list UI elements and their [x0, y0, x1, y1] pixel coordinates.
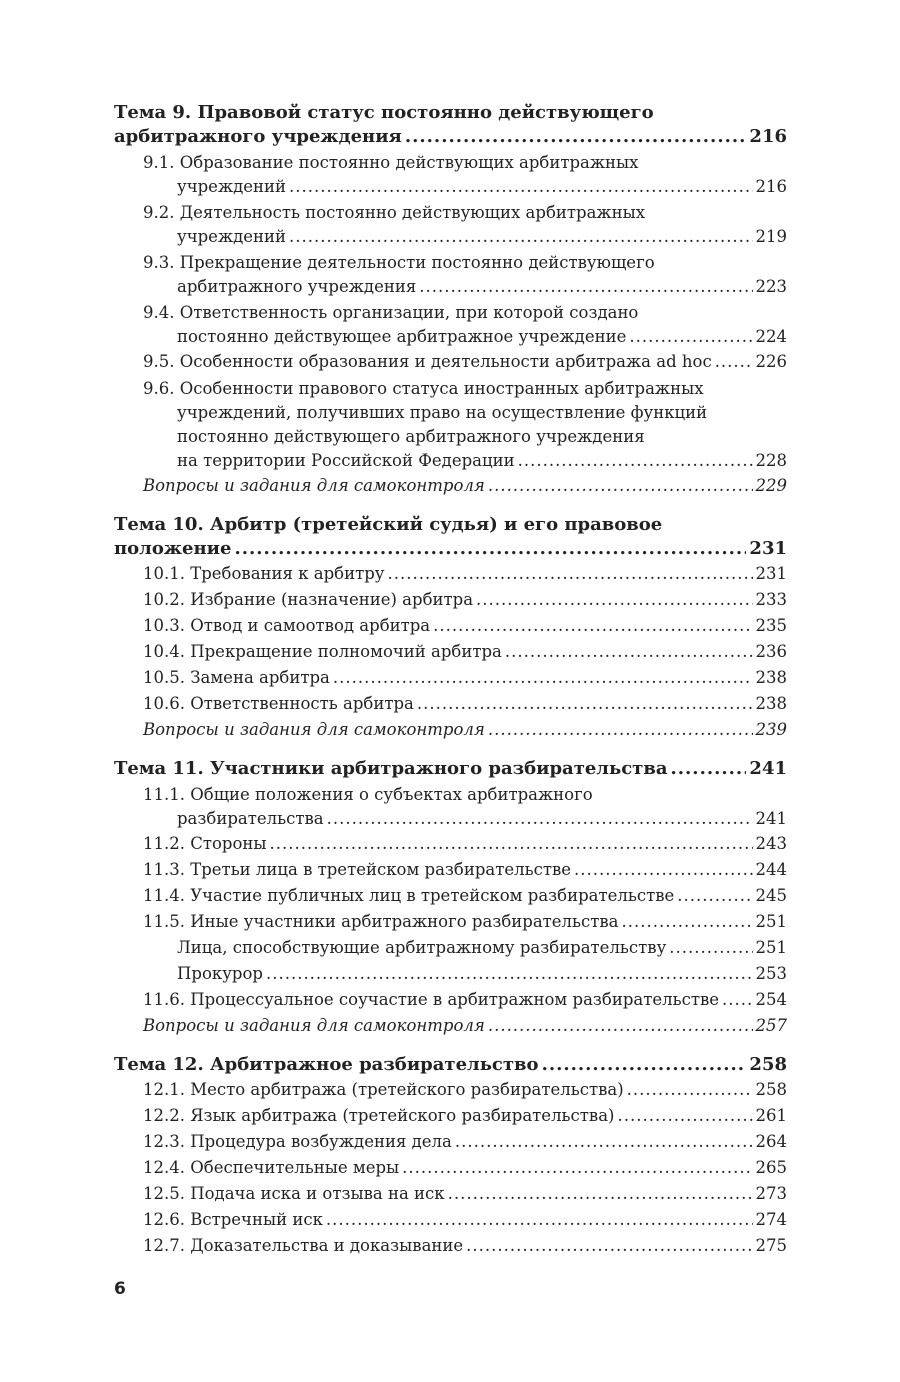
toc-entry-line[interactable] [143, 1233, 787, 1259]
dot-leader [405, 125, 747, 149]
toc-entry-title: Прокурор [177, 964, 263, 983]
toc-entry-page-ref: 245 [755, 886, 787, 905]
toc-entry-title: на территории Российской Федерации [177, 451, 515, 470]
table-of-contents [114, 101, 787, 1273]
toc-entry[interactable] [114, 783, 787, 831]
chapter-page-ref: 241 [749, 758, 787, 779]
toc-entry-line[interactable] [143, 831, 787, 857]
toc-entry-line[interactable] [143, 717, 787, 743]
toc-entry-first-line: 9.4. Ответственность организации, при которой создано [143, 303, 639, 322]
toc-entry-title: Вопросы и задания для самоконтроля [143, 720, 485, 739]
toc-entry[interactable] [114, 1233, 787, 1259]
toc-entry-page-ref: 238 [755, 694, 787, 713]
toc-entry-page-ref: 261 [755, 1106, 787, 1125]
dot-leader [505, 639, 753, 665]
self-check-entry[interactable] [114, 717, 787, 743]
dot-leader [388, 561, 753, 587]
toc-section [114, 101, 787, 499]
toc-entry-page-ref: 226 [755, 352, 787, 371]
chapter-title: арбитражного учреждения [114, 126, 402, 147]
toc-entry-page-ref: 254 [755, 990, 787, 1009]
toc-entry[interactable] [114, 857, 787, 883]
toc-entry-title: Вопросы и задания для самоконтроля [143, 1016, 485, 1035]
dot-leader [488, 717, 753, 743]
toc-entry-first-line: 11.1. Общие положения о субъектах арбитражного [143, 785, 593, 804]
toc-entry-page-ref: 219 [755, 227, 787, 246]
dot-leader [448, 1181, 753, 1207]
toc-section [114, 1053, 787, 1259]
toc-entry-line[interactable] [143, 1077, 787, 1103]
toc-entry-line[interactable] [143, 1013, 787, 1039]
toc-entry-page-ref: 229 [755, 476, 787, 495]
toc-entry-line[interactable] [143, 561, 787, 587]
chapter-heading[interactable] [114, 101, 787, 149]
dot-leader [333, 665, 753, 691]
toc-entry[interactable] [114, 961, 787, 987]
toc-entry-page-ref: 264 [755, 1132, 787, 1151]
chapter-page-ref: 216 [749, 126, 787, 147]
toc-entry-title: учреждений [177, 227, 287, 246]
toc-entry-title: разбирательства [177, 809, 324, 828]
toc-entry-title: 12.5. Подача иска и отзыва на иск [143, 1184, 445, 1203]
toc-entry[interactable] [114, 1129, 787, 1155]
dot-leader [622, 909, 753, 935]
toc-entry-line[interactable] [143, 175, 787, 199]
toc-entry-page-ref: 274 [755, 1210, 787, 1229]
toc-entry-title: 10.5. Замена арбитра [143, 668, 330, 687]
toc-entry-continuation: постоянно действующего арбитражного учреждения [177, 427, 645, 446]
dot-leader [417, 691, 753, 717]
chapter-page-ref: 231 [749, 538, 787, 559]
toc-entry-page-ref: 273 [755, 1184, 787, 1203]
toc-entry-page-ref: 243 [755, 834, 787, 853]
toc-entry-line[interactable] [143, 857, 787, 883]
toc-entry-page-ref: 224 [755, 327, 787, 346]
toc-entry-line[interactable] [143, 691, 787, 717]
dot-leader [433, 613, 752, 639]
toc-entry-title: 11.4. Участие публичных лиц в третейском разбирательстве [143, 886, 675, 905]
toc-entry-title: арбитражного учреждения [177, 277, 417, 296]
toc-entry[interactable] [114, 587, 787, 613]
toc-entry-first-line: 9.1. Образование постоянно действующих арбитражных [143, 153, 639, 172]
toc-entry-page-ref: 241 [755, 809, 787, 828]
toc-entry-continuation: учреждений, получивших право на осуществление функций [177, 403, 708, 422]
toc-entry-title: 10.4. Прекращение полномочий арбитра [143, 642, 502, 661]
dot-leader [677, 883, 752, 909]
toc-entry-title: 9.5. Особенности образования и деятельности арбитража ad hoc [143, 352, 712, 371]
chapter-heading[interactable] [114, 757, 787, 781]
toc-entry-page-ref: 258 [755, 1080, 787, 1099]
chapter-title: положение [114, 538, 232, 559]
dot-leader [327, 807, 753, 831]
toc-entry-line[interactable] [143, 639, 787, 665]
toc-entry-title: 10.6. Ответственность арбитра [143, 694, 414, 713]
toc-entry-page-ref: 231 [755, 564, 787, 583]
toc-entry-line[interactable] [143, 275, 787, 299]
dot-leader [518, 449, 753, 473]
chapter-line[interactable] [114, 537, 787, 561]
toc-entry[interactable] [114, 1181, 787, 1207]
toc-entry-page-ref: 216 [755, 177, 787, 196]
chapter-page-ref: 258 [749, 1054, 787, 1075]
toc-entry-page-ref: 244 [755, 860, 787, 879]
toc-entry-page-ref: 275 [755, 1236, 787, 1255]
toc-entry[interactable] [114, 201, 787, 249]
chapter-heading-first-line: Тема 9. Правовой статус постоянно действующего [114, 102, 654, 123]
toc-entry[interactable] [114, 935, 787, 961]
toc-entry-page-ref: 251 [755, 912, 787, 931]
toc-entry[interactable] [114, 665, 787, 691]
toc-entry[interactable] [114, 349, 787, 375]
toc-entry-line[interactable] [143, 665, 787, 691]
toc-entry-line[interactable] [143, 883, 787, 909]
dot-leader [627, 1077, 753, 1103]
dot-leader [266, 961, 753, 987]
toc-entry[interactable] [114, 301, 787, 349]
dot-leader [488, 1013, 753, 1039]
toc-entry-page-ref: 233 [755, 590, 787, 609]
dot-leader [234, 537, 746, 561]
toc-entry-page-ref: 257 [755, 1016, 787, 1035]
toc-entry-page-ref: 251 [755, 938, 787, 957]
toc-entry[interactable] [114, 1207, 787, 1233]
dot-leader [270, 831, 753, 857]
toc-entry[interactable] [114, 151, 787, 199]
toc-entry-line[interactable] [143, 1129, 787, 1155]
toc-entry-line[interactable] [143, 349, 787, 375]
chapter-title: Тема 11. Участники арбитражного разбирательства [114, 758, 668, 779]
toc-entry-page-ref: 239 [755, 720, 787, 739]
toc-entry[interactable] [114, 987, 787, 1013]
page-number: 6 [114, 1279, 126, 1299]
self-check-entry[interactable] [114, 473, 787, 499]
toc-entry-first-line: 9.3. Прекращение деятельности постоянно действующего [143, 253, 655, 272]
toc-entry[interactable] [114, 377, 787, 473]
toc-entry-line[interactable] [143, 473, 787, 499]
toc-entry[interactable] [114, 1103, 787, 1129]
toc-entry-page-ref: 253 [755, 964, 787, 983]
toc-entry-page-ref: 235 [755, 616, 787, 635]
toc-entry-title: 12.6. Встречный иск [143, 1210, 323, 1229]
dot-leader [466, 1233, 752, 1259]
toc-entry-line[interactable] [143, 935, 787, 961]
toc-entry-line[interactable] [143, 1155, 787, 1181]
toc-entry-line[interactable] [143, 807, 787, 831]
toc-entry[interactable] [114, 831, 787, 857]
toc-entry[interactable] [114, 1077, 787, 1103]
toc-entry[interactable] [114, 691, 787, 717]
dot-leader [617, 1103, 752, 1129]
toc-entry-line[interactable] [143, 587, 787, 613]
toc-section [114, 513, 787, 743]
toc-entry-line[interactable] [143, 1181, 787, 1207]
toc-entry-line[interactable] [143, 961, 787, 987]
toc-entry-page-ref: 223 [755, 277, 787, 296]
toc-entry-title: 11.2. Стороны [143, 834, 267, 853]
dot-leader [455, 1129, 753, 1155]
toc-entry-line[interactable] [143, 987, 787, 1013]
chapter-heading[interactable] [114, 513, 787, 561]
toc-entry-title: 10.2. Избрание (назначение) арбитра [143, 590, 474, 609]
toc-entry-title: 12.1. Место арбитража (третейского разбирательства) [143, 1080, 624, 1099]
toc-entry-title: 12.2. Язык арбитража (третейского разбирательства) [143, 1106, 615, 1125]
toc-entry-line[interactable] [143, 909, 787, 935]
chapter-heading-first-line: Тема 10. Арбитр (третейский судья) и его правовое [114, 514, 663, 535]
toc-entry[interactable] [114, 1155, 787, 1181]
toc-entry[interactable] [114, 909, 787, 935]
toc-entry-title: 11.6. Процессуальное соучастие в арбитражном разбирательстве [143, 990, 720, 1009]
dot-leader [671, 757, 747, 781]
toc-entry[interactable] [114, 883, 787, 909]
chapter-line[interactable] [114, 757, 787, 781]
toc-entry-page-ref: 265 [755, 1158, 787, 1177]
toc-entry[interactable] [114, 613, 787, 639]
dot-leader [715, 349, 753, 375]
toc-section [114, 757, 787, 1039]
dot-leader [542, 1053, 747, 1077]
toc-entry[interactable] [114, 251, 787, 299]
dot-leader [289, 225, 752, 249]
toc-entry-title: учреждений [177, 177, 287, 196]
chapter-line[interactable] [114, 1053, 787, 1077]
toc-entry-title: 12.7. Доказательства и доказывание [143, 1236, 464, 1255]
toc-entry-title: Лица, способствующие арбитражному разбирательству [177, 938, 667, 957]
dot-leader [722, 987, 752, 1013]
toc-entry-title: Вопросы и задания для самоконтроля [143, 476, 485, 495]
dot-leader [476, 587, 752, 613]
toc-entry-title: 10.3. Отвод и самоотвод арбитра [143, 616, 431, 635]
toc-entry-page-ref: 238 [755, 668, 787, 687]
toc-entry-title: 10.1. Требования к арбитру [143, 564, 385, 583]
toc-entry-line[interactable] [143, 225, 787, 249]
toc-entry-line[interactable] [143, 325, 787, 349]
toc-entry-first-line: 9.6. Особенности правового статуса иностранных арбитражных [143, 379, 704, 398]
toc-entry-line[interactable] [143, 1103, 787, 1129]
dot-leader [326, 1207, 753, 1233]
toc-entry-title: 11.3. Третьи лица в третейском разбирательстве [143, 860, 572, 879]
chapter-title: Тема 12. Арбитражное разбирательство [114, 1054, 539, 1075]
toc-entry-title: 12.3. Процедура возбуждения дела [143, 1132, 452, 1151]
toc-entry-line[interactable] [143, 449, 787, 473]
toc-entry-first-line: 9.2. Деятельность постоянно действующих арбитражных [143, 203, 646, 222]
toc-entry[interactable] [114, 639, 787, 665]
toc-entry-page-ref: 228 [755, 451, 787, 470]
toc-entry-title: 11.5. Иные участники арбитражного разбирательства [143, 912, 619, 931]
dot-leader [574, 857, 752, 883]
chapter-line[interactable] [114, 125, 787, 149]
dot-leader [402, 1155, 752, 1181]
dot-leader [419, 275, 752, 299]
toc-entry-title: 12.4. Обеспечительные меры [143, 1158, 400, 1177]
dot-leader [488, 473, 753, 499]
dot-leader [629, 325, 752, 349]
dot-leader [289, 175, 752, 199]
toc-entry-line[interactable] [143, 1207, 787, 1233]
toc-entry-page-ref: 236 [755, 642, 787, 661]
toc-entry[interactable] [114, 561, 787, 587]
chapter-heading[interactable] [114, 1053, 787, 1077]
dot-leader [669, 935, 752, 961]
self-check-entry[interactable] [114, 1013, 787, 1039]
toc-entry-line[interactable] [143, 613, 787, 639]
toc-entry-title: постоянно действующее арбитражное учреждение [177, 327, 627, 346]
